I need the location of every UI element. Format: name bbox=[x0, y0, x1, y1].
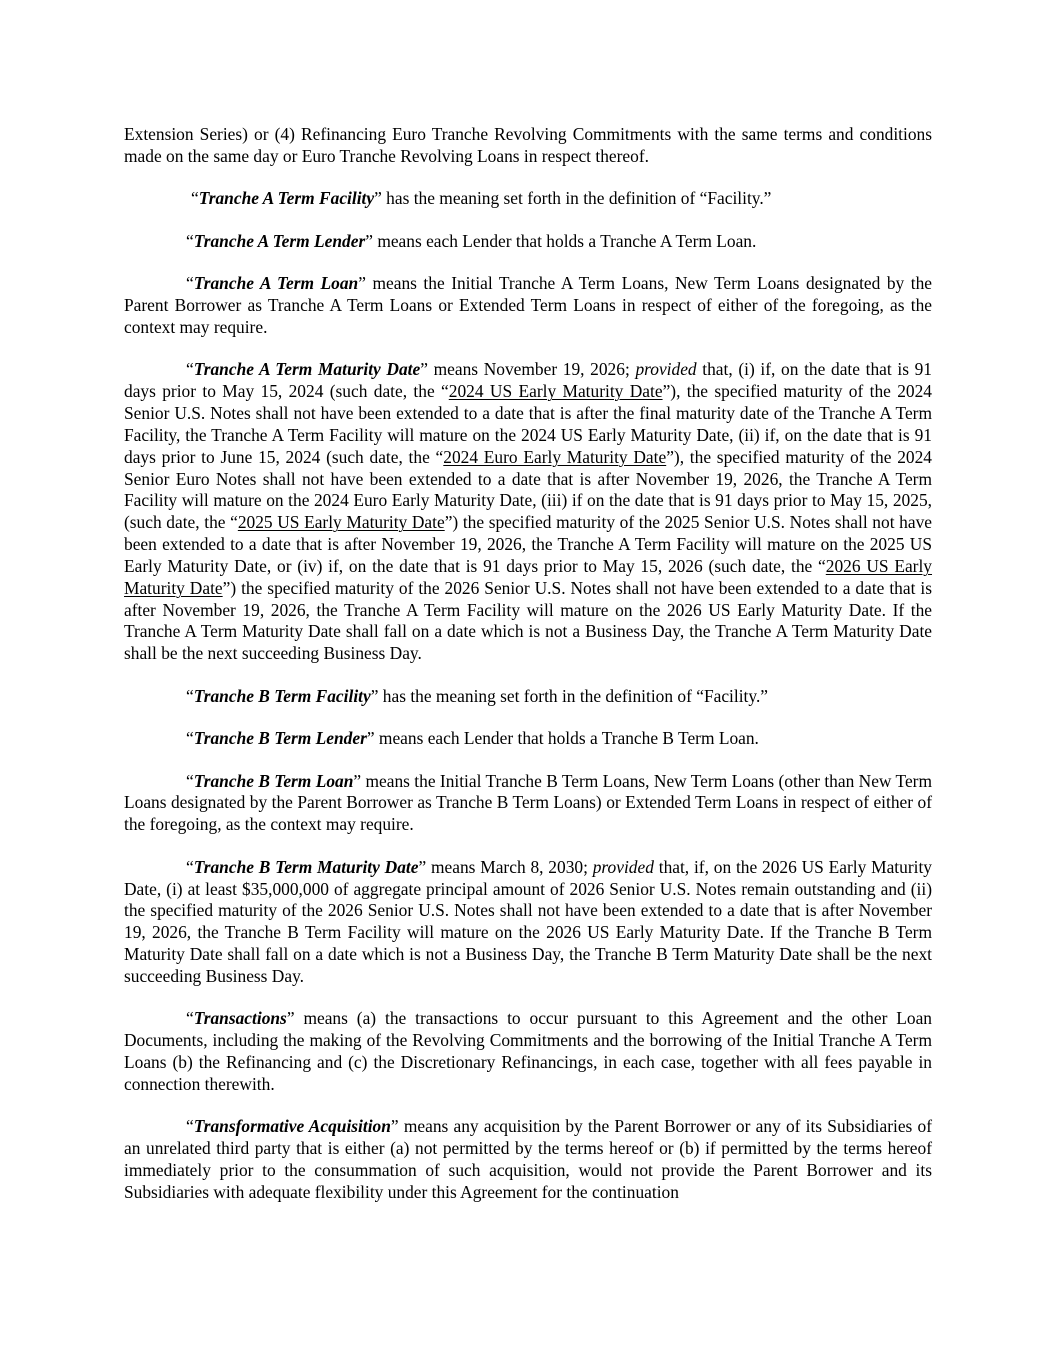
defined-term: Tranche A Term Maturity Date bbox=[193, 359, 421, 380]
defined-term: Tranche B Term Facility bbox=[193, 685, 371, 706]
underlined-defined-term: 2025 US Early Maturity Date bbox=[237, 512, 445, 533]
defined-term: Tranche B Term Maturity Date bbox=[193, 856, 419, 877]
defined-term: Transactions bbox=[193, 1008, 287, 1029]
continuation-paragraph: Extension Series) or (4) Refinancing Euro Tranche Revolving Commitments with the same terms and conditions made on the same day or Euro Tranche Revolving Loans in respect thereof. bbox=[124, 124, 932, 166]
provided-word: provided bbox=[592, 856, 654, 877]
definition-transformative-acquisition: “Transformative Acquisition” means any acquisition by the Parent Borrower or any of its Subsidiaries of an unrelated third party that is either (a) not permitted by the terms hereof or (b) if permitted by the terms hereof immediately prior to the consummation of such acquisition, would not provide the Parent Borrower and its Subsidiaries with adequate flexibility under this Agreement for the continuation bbox=[124, 1116, 933, 1202]
provided-word: provided bbox=[635, 359, 697, 380]
document-page bbox=[124, 124, 932, 1204]
definition-tranche-b-term-maturity-date: “Tranche B Term Maturity Date” means March 8, 2030; provided that, if, on the 2026 US Early Maturity Date, (i) at least $35,000,000 of aggregate principal amount of 2026 Senior U.S. Notes remain outstanding and (ii) the specified maturity of the 2026 Senior U.S. Notes shall not have been extended to a date that is after November 19, 2026, the Tranche B Term Facility will mature on the 2026 US Early Maturity Date. If the Tranche B Term Maturity Date shall fall on a date which is not a Business Day, the Tranche B Term Maturity Date shall be the next succeeding Business Day. bbox=[124, 856, 932, 986]
defined-term: Transformative Acquisition bbox=[193, 1116, 391, 1137]
underlined-defined-term: 2024 Euro Early Maturity Date bbox=[443, 446, 667, 467]
defined-term: Tranche B Term Loan bbox=[193, 770, 354, 791]
defined-term: Tranche A Term Facility bbox=[198, 188, 375, 209]
definition-transactions: “Transactions” means (a) the transactions to occur pursuant to this Agreement and the other Loan Documents, including the making of the Revolving Commitments and the borrowing of the Initial Tranche A Term Loans (b) the Refinancing and (c) the Discretionary Refinancings, in each case, together with all fees payable in connection therewith. bbox=[124, 1008, 932, 1094]
definition-tranche-a-term-loan: “Tranche A Term Loan” means the Initial Tranche A Term Loans, New Term Loans designated by the Parent Borrower as Tranche A Term Loans or Extended Term Loans in respect of either of the foregoing, as the context may require. bbox=[124, 273, 933, 337]
defined-term: Tranche B Term Lender bbox=[193, 728, 367, 749]
definition-tranche-b-term-lender: “Tranche B Term Lender” means each Lender that holds a Tranche B Term Loan. bbox=[186, 728, 759, 749]
definition-tranche-a-term-facility: “Tranche A Term Facility” has the meaning set forth in the definition of “Facility.” bbox=[191, 188, 772, 209]
underlined-defined-term: 2024 US Early Maturity Date bbox=[448, 381, 663, 402]
definition-tranche-a-term-lender: “Tranche A Term Lender” means each Lender that holds a Tranche A Term Loan. bbox=[186, 230, 757, 251]
defined-term: Tranche A Term Loan bbox=[193, 273, 359, 294]
definition-tranche-a-term-maturity-date: “Tranche A Term Maturity Date” means November 19, 2026; provided that, (i) if, on the date that is 91 days prior to May 15, 2024 (such date, the “2024 US Early Maturity Date”), the specified maturity of the 2024 Senior U.S. Notes shall not have been extended to a date that is after the final maturity date of the Tranche A Term Facility, the Tranche A Term Facility will mature on the 2024 US Early Maturity Date, (ii) if, on the date that is 91 days prior to June 15, 2024 (such date, the “2024 Euro Early Maturity Date”), the specified maturity of the 2024 Senior Euro Notes shall not have been extended to a date that is after November 19, 2026, the Tranche A Term Facility will mature on the 2024 Euro Early Maturity Date, (iii) if on the date that is 91 days prior to May 15, 2025, (such date, the “2025 US Early Maturity Date”) the specified maturity of the 2025 Senior U.S. Notes shall not have been extended to a date that is after November 19, 2026, the Tranche A Term Facility will mature on the 2025 US Early Maturity Date, or (iv) if, on the date that is 91 days prior to May 15, 2026 (such date, the “2026 US Early Maturity Date”) the specified maturity of the 2026 Senior U.S. Notes shall not have been extended to a date that is after November 19, 2026, the Tranche A Term Facility will mature on the 2026 US Early Maturity Date. If the Tranche A Term Maturity Date shall fall on a date which is not a Business Day, the Tranche A Term Maturity Date shall be the next succeeding Business Day. bbox=[124, 359, 933, 664]
defined-term: Tranche A Term Lender bbox=[193, 230, 366, 251]
definition-tranche-b-term-facility: “Tranche B Term Facility” has the meaning set forth in the definition of “Facility.” bbox=[186, 685, 769, 706]
underlined-defined-term: 2026 US Early Maturity Date bbox=[124, 555, 933, 598]
definition-tranche-b-term-loan: “Tranche B Term Loan” means the Initial Tranche B Term Loans, New Term Loans (other than New Term Loans designated by the Parent Borrower as Tranche B Term Loans) or Extended Term Loans in respect of either of the foregoing, as the context may require. bbox=[124, 770, 932, 835]
